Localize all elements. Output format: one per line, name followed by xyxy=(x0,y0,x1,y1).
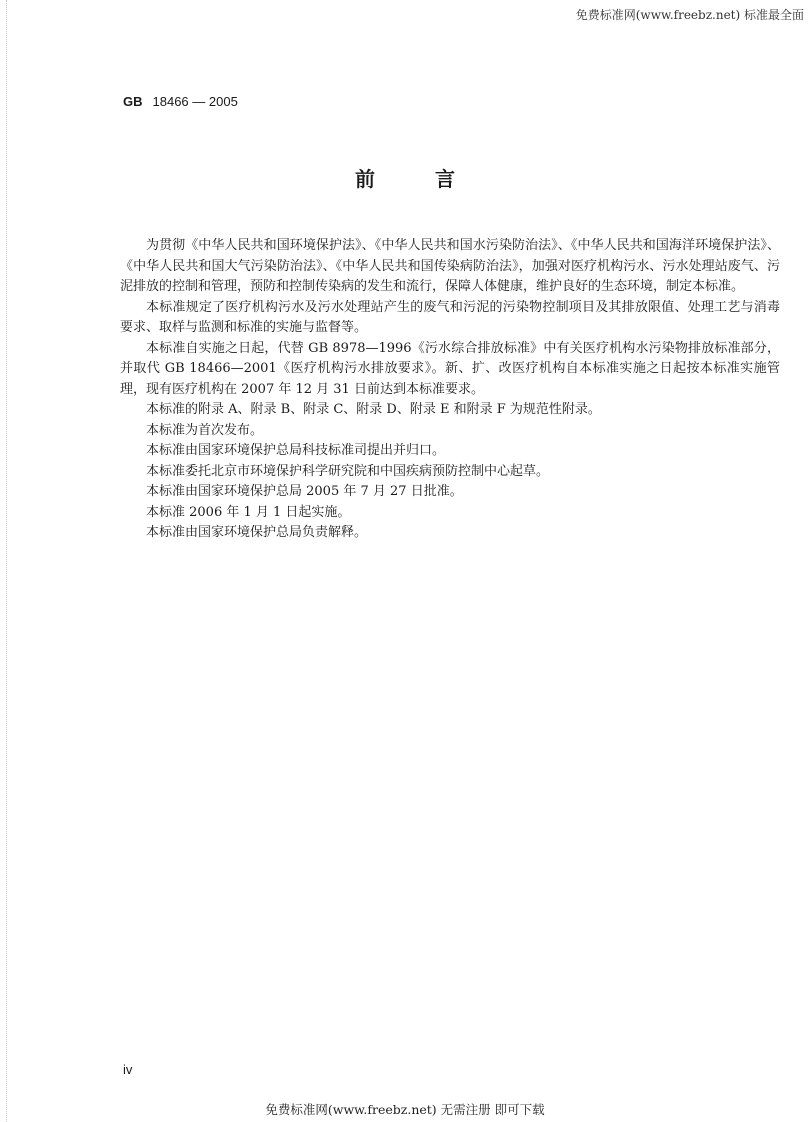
watermark-top: 免费标准网(www.freebz.net) 标准最全面 xyxy=(575,8,804,22)
standard-number: 18466 — 2005 xyxy=(152,94,238,109)
paragraph: 本标准由国家环境保护总局负责解释。 xyxy=(146,525,368,540)
paragraph: 本标准委托北京市环境保护科学研究院和中国疾病预防控制中心起草。 xyxy=(146,463,550,479)
document-code xyxy=(123,94,238,109)
page-number: iv xyxy=(123,1062,133,1077)
paragraph: 本标准为首次发布。 xyxy=(146,422,264,438)
page-title: 前言 xyxy=(355,167,515,191)
paragraph: 本标准的附录 A、附录 B、附录 C、附录 D、附录 E 和附录 F 为规范性附录。 xyxy=(146,402,601,417)
paragraph: 本标准由国家环境保护总局 2005 年 7 月 27 日批准。 xyxy=(146,484,463,499)
paragraph: 本标准自实施之日起，代替 GB 8978—1996《污水综合排放标准》中有关医疗机构水污染物排放标准部分，并取代 GB 18466—2001《医疗机构污水排放要求》。新、扩、改医疗机构自本标准实施之日起按本标准实施管理，现有医疗机构在 2007 年 12 月 31 日前达到本标准要求。 xyxy=(120,340,780,397)
paragraph: 本标准 2006 年 1 月 1 日起实施。 xyxy=(146,504,351,520)
paragraph: 本标准规定了医疗机构污水及污水处理站产生的废气和污泥的污染物控制项目及其排放限值、处理工艺与消毒要求、取样与监测和标准的实施与监督等。 xyxy=(120,299,780,335)
standard-prefix: GB xyxy=(123,94,143,109)
paragraph: 本标准由国家环境保护总局科技标准司提出并归口。 xyxy=(146,443,446,458)
watermark-bottom: 免费标准网(www.freebz.net) 无需注册 即可下载 xyxy=(265,1102,545,1117)
paragraph: 为贯彻《中华人民共和国环境保护法》、《中华人民共和国水污染防治法》、《中华人民共和国海洋环境保护法》、《中华人民共和国大气污染防治法》、《中华人民共和国传染病防治法》，加强对医疗机构污水、污水处理站废气、污泥排放的控制和管理，预防和控制传染病的发生和流行，保障人体健康，维护良好的生态环境，制定本标准。 xyxy=(120,238,780,294)
foreword-body xyxy=(120,236,780,544)
